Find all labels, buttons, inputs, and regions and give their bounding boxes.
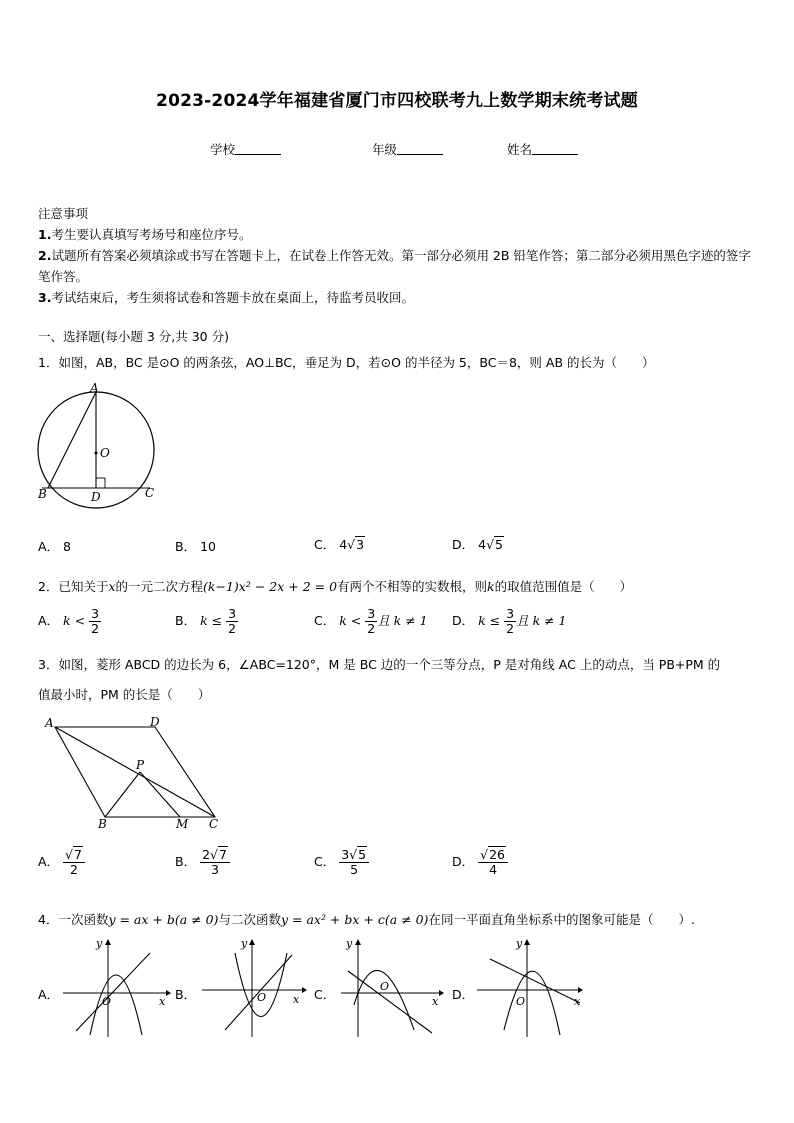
- right-angle-mark: [96, 478, 105, 488]
- label-d: D: [91, 490, 101, 504]
- label-o: O: [100, 446, 110, 460]
- section-heading: 一、选择题(每小题 3 分,共 30 分): [38, 329, 229, 344]
- q2-option-d[interactable]: D． k ≤ $\frac{3}{2}$ 且 k ≠ 1: [452, 606, 567, 636]
- label-d: D: [150, 715, 160, 729]
- q4-option-d[interactable]: D．: [452, 987, 475, 1002]
- q2-option-c[interactable]: C． k < $\frac{3}{2}$ 且 k ≠ 1: [314, 606, 428, 636]
- q4-option-b[interactable]: B．: [175, 987, 197, 1002]
- q2-option-b[interactable]: B． k ≤ $\frac{3}{2}$: [175, 606, 237, 636]
- line-graph: [490, 959, 580, 1003]
- q4-option-a[interactable]: A．: [38, 987, 60, 1002]
- label-c: C: [209, 817, 219, 831]
- q2-option-a[interactable]: A． k < $\frac{3}{2}$: [38, 606, 100, 636]
- q3-option-c[interactable]: C． $\frac{3√5}{5}$: [314, 848, 369, 877]
- q1-circle-figure: [30, 380, 165, 510]
- parabola: [235, 953, 287, 1017]
- label-m: M: [176, 817, 189, 831]
- label-b: B: [98, 817, 107, 831]
- note-item: 1.考生要认真填写考场号和座位序号。: [38, 227, 252, 242]
- q3-option-b[interactable]: B． $\frac{2√7}{3}$: [175, 848, 230, 877]
- grade-label: 年级: [372, 142, 398, 157]
- diagonal-ac: [55, 727, 215, 817]
- q4-graph-d: [472, 935, 587, 1040]
- q1-option-a[interactable]: A． 8: [38, 539, 71, 554]
- notes-heading: 注意事项: [38, 206, 89, 221]
- question-3-line-2: 值最小时，PM 的长是（ ）: [38, 687, 211, 702]
- q1-option-c[interactable]: C． 4√3: [314, 537, 365, 552]
- name-blank[interactable]: [532, 142, 578, 155]
- q3-option-d[interactable]: D． $\frac{√26}{4}$: [452, 848, 508, 877]
- school-label: 学校: [210, 142, 236, 157]
- svg-text:y: y: [96, 937, 103, 950]
- svg-text:y: y: [346, 937, 353, 950]
- svg-text:x: x: [574, 995, 581, 1008]
- grade-blank[interactable]: [397, 142, 443, 155]
- label-c: C: [145, 486, 155, 500]
- question-3-line-1: 3．如图，菱形 ABCD 的边长为 6，∠ABC=120°，M 是 BC 边的一个三等分点，P 是对角线 AC 上的动点，当 PB+PM 的: [38, 657, 721, 672]
- question-4-stem: 4．一次函数y = ax + b(a ≠ 0)与二次函数y = ax² + bx + c(a ≠ 0)在同一平面直角坐标系中的图象可能是（ ）.: [38, 912, 695, 927]
- parabola: [90, 975, 142, 1035]
- school-blank[interactable]: [235, 142, 281, 155]
- q3-rhombus-figure: [40, 712, 230, 834]
- segment-pb: [105, 772, 140, 817]
- q3-option-a[interactable]: A． $\frac{√7}{2}$: [38, 848, 85, 877]
- q4-graph-c: [336, 935, 451, 1040]
- school-field[interactable]: [210, 140, 281, 158]
- svg-text:y: y: [516, 937, 523, 950]
- segment-ab: [48, 392, 96, 488]
- label-b: B: [38, 487, 47, 501]
- svg-text:x: x: [293, 993, 300, 1006]
- q1-option-b[interactable]: B． 10: [175, 539, 216, 554]
- q4-graph-a: [58, 935, 173, 1040]
- svg-text:y: y: [241, 937, 248, 950]
- name-label: 姓名: [507, 142, 533, 157]
- center-dot: [95, 452, 98, 455]
- name-field[interactable]: [507, 140, 578, 158]
- svg-text:O: O: [102, 995, 112, 1008]
- notes-block: [38, 203, 758, 308]
- note-item: 2.试题所有答案必须填涂或书写在答题卡上，在试卷上作答无效。第一部分必须用 2B 铅笔作答；第二部分必须用黑色字迹的签字笔作答。: [38, 248, 751, 284]
- grade-field[interactable]: [372, 140, 443, 158]
- q1-option-d[interactable]: D． 4√5: [452, 537, 503, 552]
- page-title: 2023-2024学年福建省厦门市四校联考九上数学期末统考试题: [156, 91, 638, 111]
- svg-text:O: O: [380, 980, 390, 993]
- question-2-stem: 2．已知关于x的一元二次方程(k−1)x² − 2x + 2 = 0有两个不相等的实数根，则k的取值范围值是（ ）: [38, 579, 633, 594]
- svg-text:O: O: [257, 991, 267, 1004]
- line-graph: [348, 971, 432, 1033]
- label-a: A: [45, 716, 54, 730]
- label-p: P: [136, 758, 145, 772]
- parabola: [504, 971, 560, 1035]
- svg-text:x: x: [432, 995, 439, 1008]
- q4-graph-b: [197, 935, 312, 1040]
- label-a: A: [90, 381, 99, 395]
- note-item: 3.考试结束后，考生须将试卷和答题卡放在桌面上，待监考员收回。: [38, 290, 414, 305]
- svg-text:x: x: [159, 995, 166, 1008]
- q4-option-c[interactable]: C．: [314, 987, 336, 1002]
- svg-text:O: O: [516, 995, 526, 1008]
- question-1-stem: 1．如图，AB，BC 是⊙O 的两条弦，AO⊥BC，垂足为 D，若⊙O 的半径为 5，BC＝8，则 AB 的长为（ ）: [38, 355, 655, 370]
